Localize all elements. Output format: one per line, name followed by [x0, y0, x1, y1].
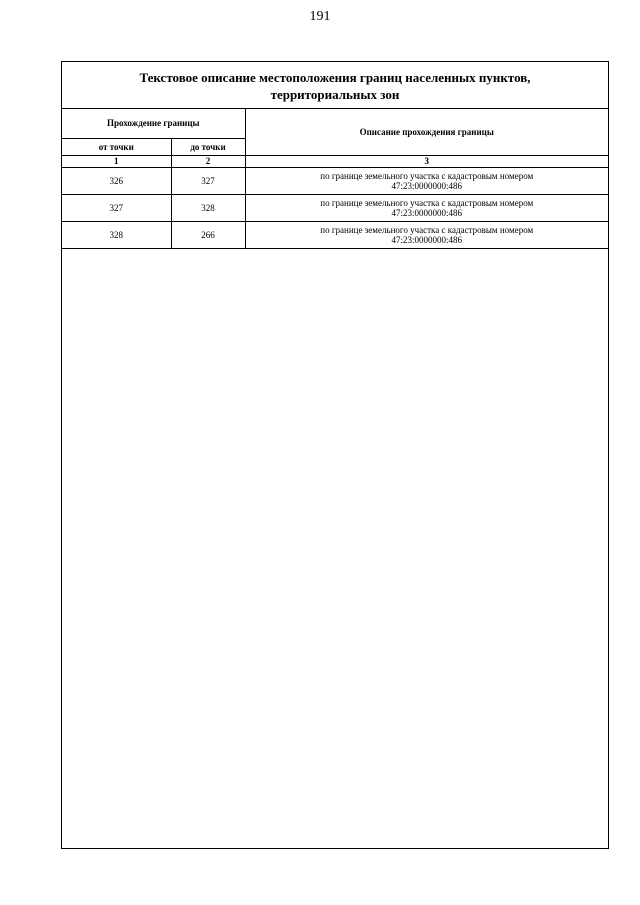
- to-point-cell: 327: [171, 167, 245, 194]
- title-line-2: территориальных зон: [270, 86, 400, 102]
- cadastral-number: 47:23:0000000:486: [391, 234, 462, 245]
- document-title: [62, 62, 608, 109]
- column-number-2: 2: [171, 155, 245, 167]
- description-text: по границе земельного участка с кадастровым номером: [320, 197, 534, 208]
- from-point-cell: 327: [62, 194, 171, 221]
- description-text: по границе земельного участка с кадастровым номером: [320, 224, 534, 235]
- title-line-1: Текстовое описание местоположения границ населенных пунктов,: [139, 69, 531, 85]
- column-number-1: 1: [62, 155, 171, 167]
- table-row: [62, 221, 608, 248]
- from-point-cell: 328: [62, 221, 171, 248]
- document-frame: [61, 61, 609, 849]
- column-number-3: 3: [245, 155, 608, 167]
- description-cell: [245, 194, 608, 221]
- table-row: [62, 194, 608, 221]
- description-cell: [245, 221, 608, 248]
- page-number: 191: [309, 9, 331, 24]
- table-row: [62, 167, 608, 194]
- description-text: по границе земельного участка с кадастровым номером: [320, 170, 534, 181]
- to-point-cell: 328: [171, 194, 245, 221]
- boundary-table: [62, 109, 608, 249]
- cadastral-number: 47:23:0000000:486: [391, 207, 462, 218]
- header-to-point: до точки: [171, 138, 245, 155]
- cadastral-number: 47:23:0000000:486: [391, 180, 462, 191]
- header-description: Описание прохождения границы: [245, 109, 608, 155]
- description-cell: [245, 167, 608, 194]
- header-boundary-passage: Прохождение границы: [62, 109, 245, 138]
- to-point-cell: 266: [171, 221, 245, 248]
- from-point-cell: 326: [62, 167, 171, 194]
- header-from-point: от точки: [62, 138, 171, 155]
